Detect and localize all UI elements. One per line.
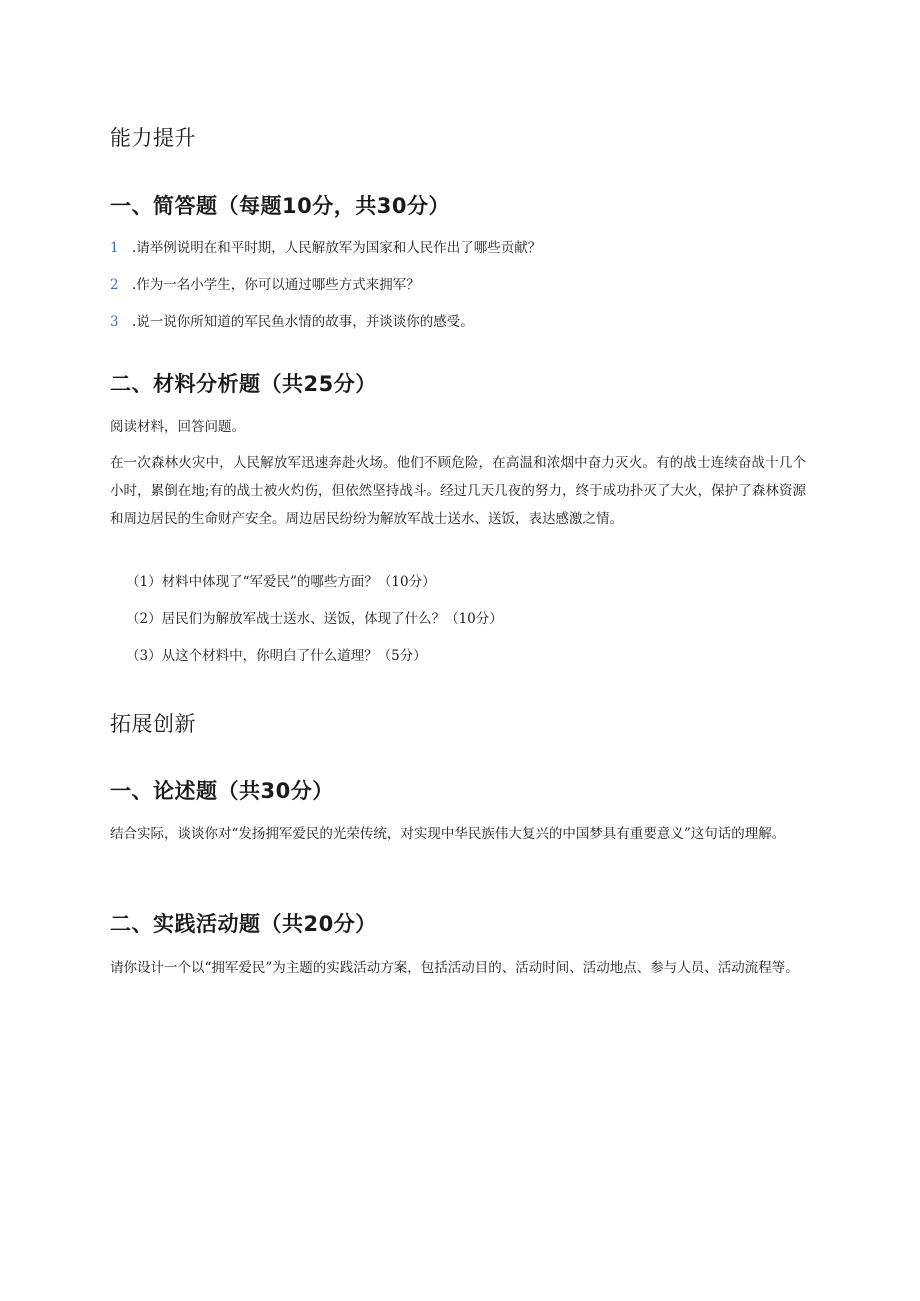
part-title-expansion xyxy=(110,710,810,738)
part-title-ability xyxy=(110,124,810,152)
material-intro xyxy=(110,413,810,441)
part-title-text: 拓展创新 xyxy=(110,712,196,736)
section-title: 二、材料分析题（共25分） xyxy=(110,372,377,396)
question-text: .请举例说明在和平时期，人民解放军为国家和人民作出了哪些贡献？ xyxy=(132,240,542,256)
question-item xyxy=(110,238,541,258)
sub-question: （3）从这个材料中，你明白了什么道理？（5分） xyxy=(126,648,427,664)
section-title: 一、论述题（共30分） xyxy=(110,779,334,803)
essay-paragraph xyxy=(110,820,806,848)
material-text: 在一次森林火灾中，人民解放军迅速奔赴火场。他们不顾危险，在高温和浓烟中奋力灭火。有的战士连续奋战十几个小时，累倒在地;有的战士被火灼伤，但依然坚持战斗。经过几天几夜的努力，终于成功扑灭了大火，保护了森林资源和周边居民的生命财产安全。周边居民纷纷为解放军战士送水、送饭，表达感激之情。 xyxy=(110,455,806,527)
sub-question: （2）居民们为解放军战士送水、送饭，体现了什么？（10分） xyxy=(126,611,503,627)
question-text: .说一说你所知道的军民鱼水情的故事，并谈谈你的感受。 xyxy=(132,314,474,330)
question-item xyxy=(110,312,474,332)
question-item xyxy=(110,275,420,295)
question-text: .作为一名小学生，你可以通过哪些方式来拥军？ xyxy=(132,277,420,293)
section-title: 一、简答题（每题10分，共30分） xyxy=(110,194,450,218)
part-title-text: 能力提升 xyxy=(110,126,196,150)
question-number: 3 xyxy=(110,314,119,330)
section-material-analysis xyxy=(110,370,810,398)
intro-text: 阅读材料，回答问题。 xyxy=(110,419,245,435)
sub-question: （1）材料中体现了“军爱民”的哪些方面？（10分） xyxy=(126,574,436,590)
practice-text: 请你设计一个以“拥军爱民”为主题的实践活动方案，包括活动目的、活动时间、活动地点、参与人员、活动流程等。 xyxy=(110,960,799,976)
essay-text: 结合实际，谈谈你对“发扬拥军爱民的光荣传统，对实现中华民族伟大复兴的中国梦具有重要意义”这句话的理解。 xyxy=(110,826,786,842)
section-title: 二、实践活动题（共20分） xyxy=(110,912,377,936)
question-number: 2 xyxy=(110,277,119,293)
section-practice xyxy=(110,910,810,938)
section-essay xyxy=(110,777,810,805)
section-short-answer xyxy=(110,192,810,220)
practice-paragraph xyxy=(110,954,806,982)
question-number: 1 xyxy=(110,240,119,256)
material-paragraph xyxy=(110,449,806,533)
